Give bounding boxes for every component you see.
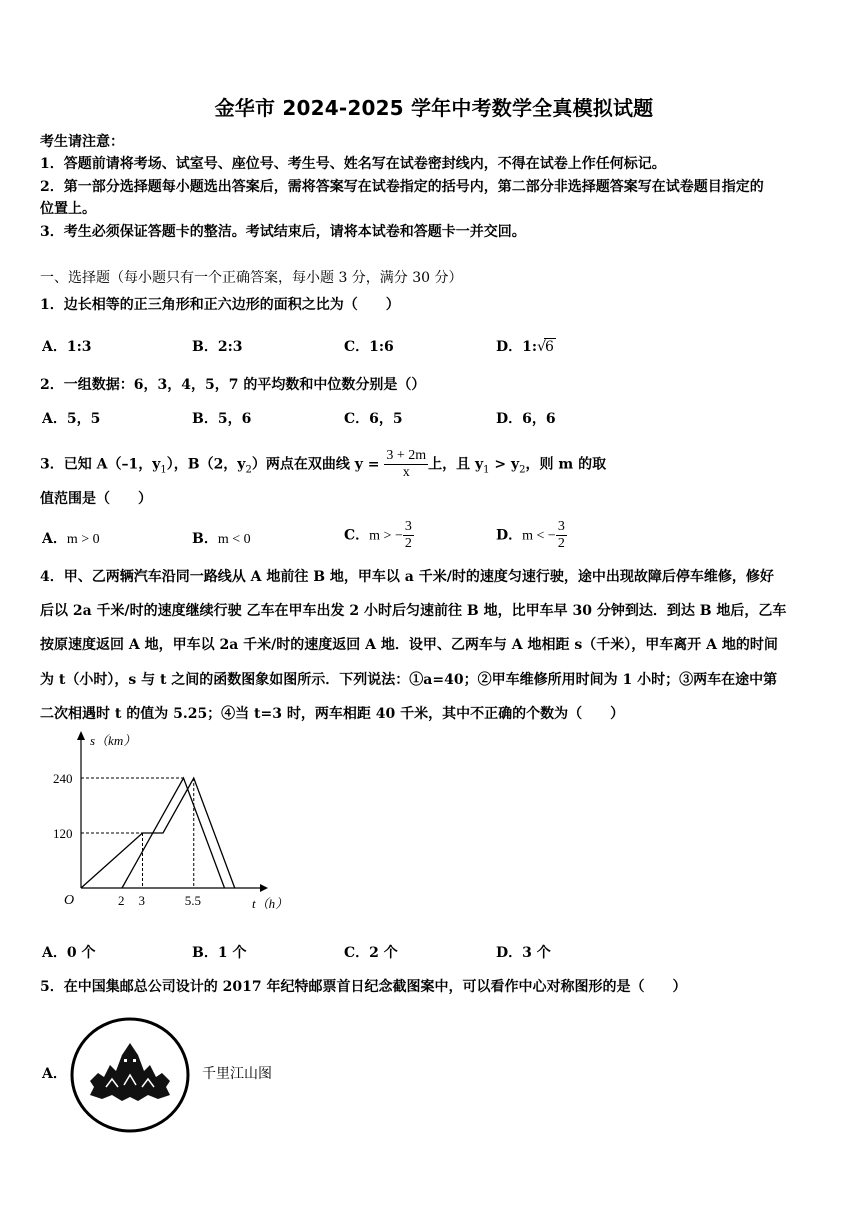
q3-c-frac-num: 3 xyxy=(404,519,412,534)
q3-text-e: > y xyxy=(489,456,520,473)
q1-option-d[interactable]: D．1:√6 xyxy=(496,339,554,355)
q1-option-d-radicand: 6 xyxy=(544,339,554,355)
stamp-postmark-image[interactable] xyxy=(68,1015,198,1137)
question-1-stem: 1．边长相等的正三角形和正六边形的面积之比为（ ） xyxy=(40,297,400,313)
q4-option-c[interactable]: C．2 个 xyxy=(344,945,398,961)
q3-option-c-fraction xyxy=(403,519,414,552)
question-3-stem-cont: 值范围是（ ） xyxy=(40,491,152,507)
q3-option-a-math: m > 0 xyxy=(66,532,100,547)
origin-label: O xyxy=(64,893,75,908)
q3-option-c-label: C． xyxy=(344,527,370,544)
q1-option-b[interactable]: B．2:3 xyxy=(192,339,243,355)
q3-text-a: 3．已知 A（–1，y xyxy=(40,456,161,473)
y-axis-label: s（km） xyxy=(90,733,137,748)
q4-option-a[interactable]: A．0 个 xyxy=(42,945,96,961)
question-4-line-2: 后以 2a 千米/时的速度继续行驶 乙车在甲车出发 2 小时后匀速前往 B 地，比甲车早 30 分钟到达．到达 B 地后，乙车 xyxy=(40,603,787,619)
y-tick-label: 240 xyxy=(53,771,73,787)
question-2-stem: 2．一组数据：6，3，4，5，7 的平均数和中位数分别是（） xyxy=(40,377,426,393)
q3-sub-4: 2 xyxy=(519,464,526,476)
x-axis-label: t（h） xyxy=(252,896,289,911)
question-4-line-4: 为 t（小时），s 与 t 之间的函数图象如图所示．下列说法：①a=40；②甲车维修所用时间为 1 小时；③两车在途中第 xyxy=(40,672,778,688)
q3-option-b-math: m < 0 xyxy=(217,532,251,547)
q1-option-a[interactable]: A．1:3 xyxy=(42,339,92,355)
mountain-landscape-icon xyxy=(90,1043,170,1101)
pavilion-detail xyxy=(133,1059,136,1062)
q3-text-b: ），B（2，y xyxy=(166,456,246,473)
q3-option-b-label: B． xyxy=(192,531,218,547)
x-tick-label: 2 xyxy=(118,893,125,908)
page-title: 金华市 2024-2025 学年中考数学全真模拟试题 xyxy=(214,96,654,120)
pavilion-detail xyxy=(124,1059,127,1062)
x-tick-label: 3 xyxy=(138,893,145,908)
notice-item-2-cont: 位置上。 xyxy=(40,201,96,217)
q3-d-frac-num: 3 xyxy=(557,519,565,534)
q3-d-frac-den: 2 xyxy=(557,536,565,551)
car-jia-line xyxy=(81,778,235,888)
q3-option-c[interactable] xyxy=(344,519,414,552)
y-axis-arrow xyxy=(77,731,85,740)
x-tick-label: 5.5 xyxy=(184,893,201,908)
q2-option-a[interactable]: A．5，5 xyxy=(42,411,101,427)
x-axis-arrow xyxy=(260,884,268,892)
q3-sub-1: 1 xyxy=(160,464,167,476)
notice-item-2: 2．第一部分选择题每小题选出答案后，需将答案写在试卷指定的括号内，第二部分非选择题答案写在试卷题目指定的 xyxy=(40,179,764,195)
stamp-caption: 千里江山图 xyxy=(202,1066,272,1082)
q2-option-d[interactable]: D．6，6 xyxy=(496,411,556,427)
q3-text-d: 上，且 y xyxy=(428,456,484,473)
q3-option-d-fraction xyxy=(556,519,567,552)
q5-option-a[interactable]: A． xyxy=(42,1066,67,1082)
q3-sub-2: 2 xyxy=(245,464,252,476)
y-tick-label: 120 xyxy=(53,826,73,842)
q3-frac-num: 3 + 2m xyxy=(386,448,427,463)
q2-option-b[interactable]: B．5，6 xyxy=(192,411,252,427)
q3-frac-den: x xyxy=(402,465,410,480)
q4-option-b[interactable]: B．1 个 xyxy=(192,945,247,961)
q3-option-a[interactable] xyxy=(42,529,100,550)
question-4-line-5: 二次相遇时 t 的值为 5.25；④当 t=3 时，两车相距 40 千米，其中不正确的个数为（ ） xyxy=(40,706,625,722)
q3-hyperbola-fraction xyxy=(384,448,428,481)
q3-option-b[interactable] xyxy=(192,529,251,550)
question-5-stem: 5．在中国集邮总公司设计的 2017 年纪特邮票首日纪念截图案中，可以看作中心对称图形的是（ ） xyxy=(40,979,687,995)
q3-sub-3: 1 xyxy=(483,464,490,476)
notice-item-1: 1．答题前请将考场、试室号、座位号、考生号、姓名写在试卷密封线内，不得在试卷上作任何标记。 xyxy=(40,156,666,172)
q3-option-c-math: m > − xyxy=(369,528,403,544)
q3-option-d-math: m < − xyxy=(522,528,556,544)
distance-time-graph xyxy=(36,728,306,918)
question-4-line-3: 按原速度返回 A 地，甲车以 2a 千米/时的速度返回 A 地．设甲、乙两车与 A 地相距 s（千米），甲车离开 A 地的时间 xyxy=(40,637,778,653)
question-3-stem xyxy=(40,448,606,481)
q4-option-d[interactable]: D．3 个 xyxy=(496,945,551,961)
q3-option-d-label: D． xyxy=(496,527,523,544)
notice-heading: 考生请注意： xyxy=(40,134,124,150)
q1-option-d-label: D．1: xyxy=(496,339,538,355)
q3-c-frac-den: 2 xyxy=(404,536,412,551)
q1-option-c[interactable]: C．1:6 xyxy=(344,339,394,355)
section-heading: 一、选择题（每小题只有一个正确答案，每小题 3 分，满分 30 分） xyxy=(40,270,463,286)
notice-item-3: 3．考生必须保证答题卡的整洁。考试结束后，请将本试卷和答题卡一并交回。 xyxy=(40,224,526,240)
q3-text-f: ，则 m 的取 xyxy=(525,456,607,473)
q2-option-c[interactable]: C．6，5 xyxy=(344,411,403,427)
q3-option-a-label: A． xyxy=(42,531,67,547)
q3-option-d[interactable] xyxy=(496,519,567,552)
question-4-line-1: 4．甲、乙两辆汽车沿同一路线从 A 地前往 B 地，甲车以 a 千米/时的速度匀速行驶，途中出现故障后停车维修，修好 xyxy=(40,569,774,585)
q3-text-c: ）两点在双曲线 y = xyxy=(251,456,380,473)
